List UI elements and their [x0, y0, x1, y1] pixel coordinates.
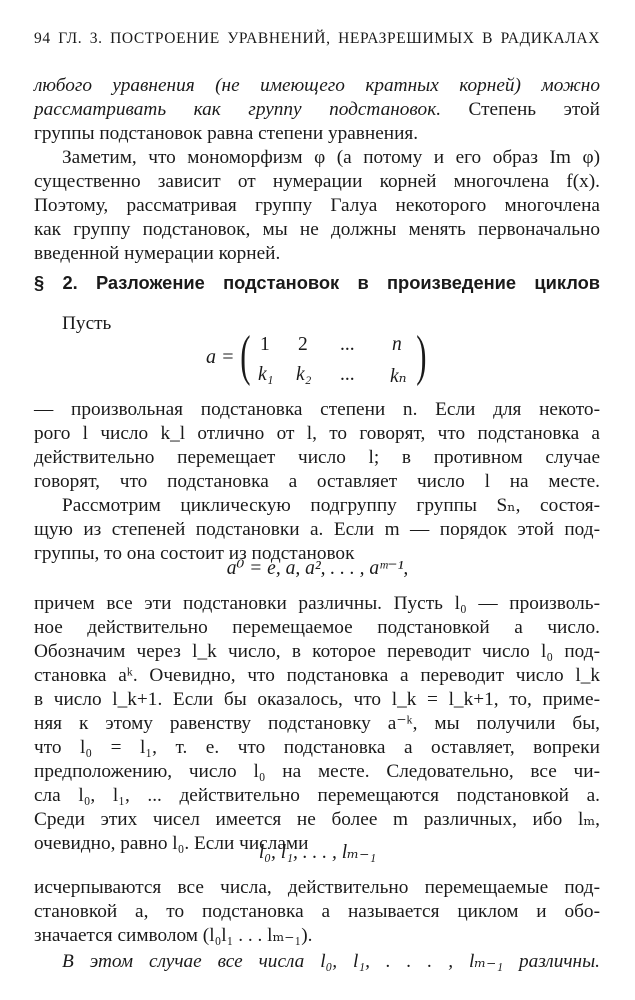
text-line-30: В этом случае все числа l₀, l₁, . . . , lₘ₋₁ различны. — [62, 951, 600, 972]
matrix-lhs: a = — [206, 346, 235, 368]
matrix-cell: n — [392, 334, 402, 355]
text-line-3: группы подстановок равна степени уравнения. — [34, 123, 419, 144]
text-line-7: как группу подстановок, мы не должны менять первоначально — [34, 219, 600, 240]
text-line-11: действительно перемещает число l; в противном случае — [34, 447, 600, 468]
text-line-29: значается символом (l₀l₁ . . . lₘ₋₁). — [34, 925, 313, 946]
text-line-1: любого уравнения (не имеющего кратных корней) можно — [34, 75, 600, 96]
text-line-14: щую из степеней подстановки a. Если m — порядок этой под- — [34, 519, 600, 540]
matrix-cell: ... — [340, 364, 355, 385]
text-line-22: что l₀ = l₁, т. е. что подстановка a оставляет, вопреки — [34, 737, 600, 758]
equation-powers: a⁰ = e, a, a², . . . , aᵐ⁻¹, — [226, 558, 409, 579]
running-header: 94 ГЛ. 3. ПОСТРОЕНИЕ УРАВНЕНИЙ, НЕРАЗРЕШИМЫХ В РАДИКАЛАХ — [34, 30, 600, 47]
text-line-2-italic: рассматривать как группу подстановок. — [34, 99, 442, 120]
intro-word: Пусть — [62, 313, 112, 334]
text-line-23: предположению, число l₀ на месте. Следовательно, все чи- — [34, 761, 600, 782]
text-line-10: рого l число k_l отлично от l, то говорят, что подстановка a — [34, 423, 600, 444]
matrix-cell: ... — [340, 334, 355, 355]
text-line-8: введенной нумерации корней. — [34, 243, 281, 264]
text-line-6: Поэтому, рассматривая группу Галуа некоторого многочлена — [34, 195, 600, 216]
text-line-25: Среди этих чисел имеется не более m различных, ибо lₘ, — [34, 809, 600, 830]
right-paren-icon: ) — [416, 325, 427, 387]
text-line-12: говорят, что подстановка a оставляет число l на месте. — [34, 471, 600, 492]
text-line-28: становкой a, то подстановка a называется циклом и обо- — [34, 901, 600, 922]
text-line-4: Заметим, что мономорфизм φ (а потому и его образ Im φ) — [62, 147, 600, 168]
text-line-24: сла l₀, l₁, ... действительно перемещаются подстановкой a. — [34, 785, 600, 806]
matrix-cell: k₁ — [258, 364, 274, 385]
section-title: § 2. Разложение подстановок в произведение циклов — [34, 272, 600, 293]
text-line-2-tail: Степень этой — [441, 99, 600, 120]
text-line-13: Рассмотрим циклическую подгруппу группы Sₙ, состоя- — [62, 495, 600, 516]
text-line-15: группы, то она состоит из подстановок — [34, 543, 355, 564]
text-line-26: очевидно, равно l₀. Если числами — [34, 833, 309, 854]
text-line-21: няя к этому равенству подстановку a⁻ᵏ, мы получили бы, — [34, 713, 600, 734]
text-line-20: в число l_k+1. Если бы оказалось, что l_k = l_k+1, то, приме- — [34, 689, 600, 710]
text-line-27: исчерпываются все числа, действительно перемещаемые под- — [34, 877, 600, 898]
permutation-matrix — [200, 325, 440, 390]
text-line-5: существенно зависит от нумерации корней многочлена f(x). — [34, 171, 600, 192]
text-line-9: — произвольная подстановка степени n. Если для некото- — [34, 399, 600, 420]
matrix-cell: kₙ — [390, 366, 407, 387]
equation-sequence: l₀, l₁, . . . , lₘ₋₁ — [258, 842, 377, 863]
text-line-2 — [34, 98, 600, 122]
left-paren-icon: ( — [240, 325, 251, 387]
matrix-cell: 2 — [298, 334, 308, 355]
matrix-cell: k₂ — [296, 364, 312, 385]
text-line-17: ное действительно перемещаемое подстановкой a число. — [34, 617, 600, 638]
matrix-cell: 1 — [260, 334, 270, 355]
text-line-18: Обозначим через l_k число, в которое переводит число l₀ под- — [34, 641, 600, 662]
text-line-16: причем все эти подстановки различны. Пусть l₀ — произволь- — [34, 593, 600, 614]
text-line-19: становка aᵏ. Очевидно, что подстановка a переводит число l_k — [34, 665, 600, 686]
